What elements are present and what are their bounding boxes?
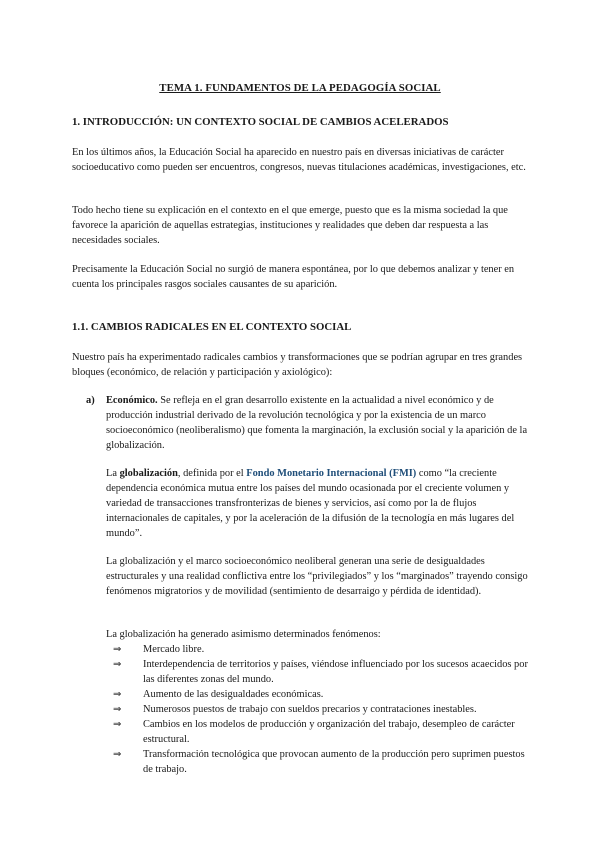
globalization-definition-paragraph — [106, 466, 528, 541]
list-item — [106, 687, 528, 702]
list-item-label: Económico. — [106, 395, 158, 406]
text-run: La — [106, 468, 120, 479]
intro-paragraph-2: Todo hecho tiene su explicación en el contexto en el que emerge, puesto que es la misma sociedad la que favorece la aparición de aquellas estrategias, instituciones y realidades que deben dar respuesta a las necesidades sociales. — [72, 205, 508, 246]
list-item-text: Mercado libre. — [143, 644, 205, 655]
text-run: , definida por el — [177, 468, 247, 479]
list-item-text: Aumento de las desigualdades económicas. — [143, 689, 324, 700]
section-heading-introduccion: 1. INTRODUCCIÓN: UN CONTEXTO SOCIAL DE CAMBIOS ACELERADOS — [72, 116, 449, 128]
list-item — [106, 657, 528, 687]
arrow-icon: ⇒ — [113, 749, 122, 760]
list-marker: a) — [86, 395, 95, 406]
list-item-text: Se refleja en el gran desarrollo existente en la actualidad a nivel económico y de producción industrial derivado de la revolución tecnológica y por la existencia de un marco socioeconómico (neoliberalismo) que fomenta la marginación, la exclusión social y la aparición de la globalización. — [106, 395, 528, 451]
phenomena-list — [106, 642, 528, 777]
arrow-icon: ⇒ — [113, 719, 122, 730]
arrow-icon: ⇒ — [113, 704, 122, 715]
intro-paragraph-1: En los últimos años, la Educación Social ha aparecido en nuestro país en diversas iniciativas de carácter socioeducativo como pueden ser encuentros, congresos, nuevas titulaciones académicas, investigaciones, etc. — [72, 147, 526, 173]
list-item-body — [106, 393, 528, 453]
term-globalizacion: globalización — [119, 468, 178, 479]
arrow-icon: ⇒ — [113, 644, 122, 655]
arrow-icon: ⇒ — [113, 689, 122, 700]
list-item — [106, 747, 528, 777]
list-item-text: Interdependencia de territorios y países, viéndose influenciado por los sucesos acaecidos por las diferentes zonas del mundo. — [143, 659, 528, 685]
fmi-link[interactable]: Fondo Monetario Internacional (FMI) — [246, 468, 417, 479]
intro-paragraph-3: Precisamente la Educación Social no surgió de manera espontánea, por lo que debemos analizar y tener en cuenta los principales rasgos sociales causantes de su aparición. — [72, 264, 515, 290]
list-item — [106, 642, 528, 657]
document-title: TEMA 1. FUNDAMENTOS DE LA PEDAGOGÍA SOCIAL — [159, 82, 441, 94]
list-item-text: Cambios en los modelos de producción y organización del trabajo, desempleo de carácter estructural. — [143, 719, 515, 745]
text-run: como “la creciente dependencia económica mutua entre los países del mundo ocasionada por el creciente volumen y variedad de transacciones transfronterizas de bienes y servicios, así como por la de flujos internacionales de capitales, y por la aceleración de la difusión de la tecnología en más lugares del mundo”. — [106, 468, 515, 539]
section-intro-paragraph: Nuestro país ha experimentado radicales cambios y transformaciones que se podrían agrupar en tres grandes bloques (económico, de relación y participación y axiológico): — [72, 352, 523, 378]
phenomena-intro: La globalización ha generado asimismo determinados fenómenos: — [106, 629, 381, 640]
list-item-text: Numerosos puestos de trabajo con sueldos precarios y contrataciones inestables. — [143, 704, 477, 715]
list-item — [106, 717, 528, 747]
list-item-text: Transformación tecnológica que provocan aumento de la producción pero suprimen puestos de trabajo. — [143, 749, 525, 775]
inequality-paragraph: La globalización y el marco socioeconómico neoliberal generan una serie de desigualdades estructurales y una realidad conflictiva entre los “privilegiados” y los “marginados” trayendo consigo fenómenos migratorios y de movilidad (sentimiento de desarraigo y pérdida de identidad). — [106, 556, 528, 597]
arrow-icon: ⇒ — [113, 659, 122, 670]
list-item — [106, 702, 528, 717]
section-heading-cambios-radicales: 1.1. CAMBIOS RADICALES EN EL CONTEXTO SOCIAL — [72, 321, 352, 333]
